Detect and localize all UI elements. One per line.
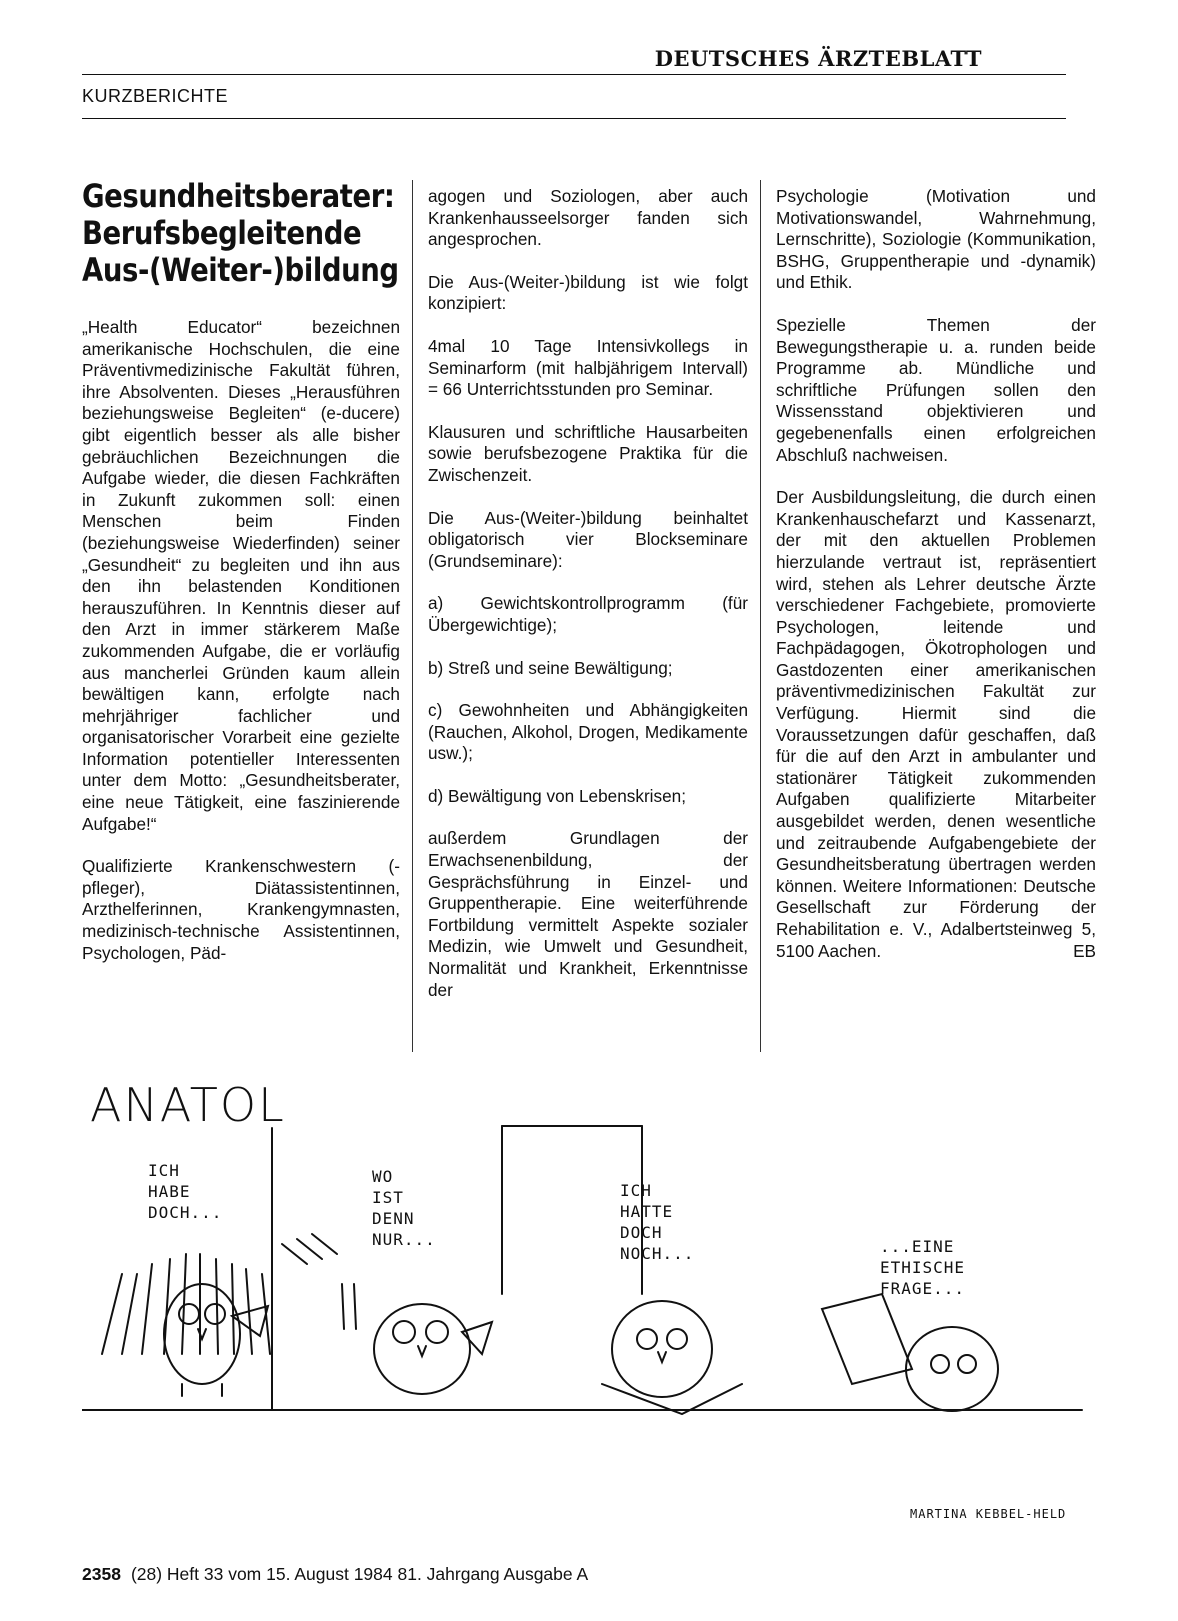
owl-2 xyxy=(374,1304,492,1394)
list-item: d) Bewältigung von Lebenskrisen; xyxy=(428,785,686,806)
cartoon-drawing xyxy=(82,1084,1096,1524)
article-headline: Gesundheitsberater: Berufsbegleitende Aus-(Weiter-)bildung xyxy=(82,177,399,289)
paragraph: „Health Educator“ bezeichnen amerikanische Hochschulen, die eine Präventivmedizinische Fakultät führen, ihre Absolventen. Dieses „Herausführen beziehungsweise Begleiten“ (e-ducere) gibt eigentlich besser als alle bisher gebräuchlichen Bezeichnungen die Aufgabe wieder, die diesen Fachkräften in Zukunft zukommen soll: einen Menschen beim Finden (beziehungsweise Wiederfinden) seiner „Gesundheit“ zu begleiten und ihn aus den ihn belastenden Konditionen herauszuführen. In Kenntnis dieser auf den Arzt in immer stärkerem Maße zukommenden Aufgabe, die er vorläufig aus mancherlei Gründen kaum allein bewältigen kann, erfolgte nach mehrjähriger fachlicher und organisatorischer Vorarbeit eine gezielte Information potentieller Interessenten unter dem Motto: „Gesundheitsberater, eine neue Tätigkeit, eine faszinierende Aufgabe!“ xyxy=(82,317,400,834)
paragraph: Qualifizierte Krankenschwestern (-pfleger), Diätassistentinnen, Arzthelferinnen, Krankengymnasten, medizinisch-technische Assistentinnen, Psychologen, Päd- xyxy=(82,856,400,963)
paragraph: Klausuren und schriftliche Hausarbeiten sowie berufsbezogene Praktika für die Zwischenzeit. xyxy=(428,421,748,485)
paragraph: agogen und Soziologen, aber auch Krankenhausseelsorger fanden sich angesprochen. xyxy=(428,186,748,250)
page-footer xyxy=(82,1564,588,1585)
section-label: KURZBERICHTE xyxy=(82,86,229,106)
author-signoff: EB xyxy=(1073,940,1096,961)
paragraph: Der Ausbildungsleitung, die durch einen Krankenhauschefarzt und Kassenarzt, der mit den aktuellen Problemen hierzulande vertraut ist, repräsentiert wird, stehen als Lehrer deutsche Ärzte verschiedener Fachgebiete, promovierte Psychologen, leitende und Fachpädagogen, Ökotrophologen und Gastdozenten einer amerikanischen präventivmedizinischen Fakultät zur Verfügung. Hiermit sind die Voraussetzungen dafür geschaffen, daß für die auf den Arzt in ambulanter und stationärer Tätigkeit zukommenden Aufgaben qualifizierte Mitarbeiter ausgebildet werden, denen wesentliche und zeitraubende Aufgabengebiete der Gesundheitsberatung übertragen werden können. Weitere Informationen: Deutsche Gesellschaft zur Förderung der Rehabilitation e. V., Adalbertsteinweg 5, 5100 Aachen. EB xyxy=(776,487,1096,961)
speech-bubble-1: ICH HABE DOCH... xyxy=(148,1161,223,1222)
column-divider xyxy=(412,180,413,1052)
cartoon-credit: MARTINA KEBBEL-HELD xyxy=(910,1507,1067,1521)
column-1 xyxy=(82,178,400,985)
paragraph: Die Aus-(Weiter-)bildung ist wie folgt konzipiert: xyxy=(428,271,748,314)
list-item: a) Gewichtskontrollprogramm (für Übergewichtige); xyxy=(428,593,748,635)
journal-title: DEUTSCHES ÄRZTEBLATT xyxy=(654,46,982,71)
paragraph: 4mal 10 Tage Intensivkollegs in Seminarform (mit halbjährigem Intervall) = 66 Unterrichtsstunden pro Seminar. xyxy=(428,335,748,400)
paragraph: außerdem Grundlagen der Erwachsenenbildung, der Gesprächsführung in Einzel- und Gruppentherapie. Eine weiterführende Fortbildung vermittelt Aspekte sozialer Medizin, wie Umwelt und Gesundheit, Normalität und Krankheit, Erkenntnisse der xyxy=(428,828,748,1000)
speech-bubble-3: ICH HATTE DOCH NOCH... xyxy=(620,1181,695,1263)
header-rule xyxy=(82,118,1066,119)
speech-bubble-2: WO IST DENN NUR... xyxy=(372,1167,436,1249)
paragraph: Spezielle Themen der Bewegungstherapie u. a. runden beide Programme ab. Mündliche und schriftliche Prüfungen sollen den Wissensstand objektivieren und gegebenenfalls einen erfolgreichen Abschluß nachweisen. xyxy=(776,314,1096,465)
page-number: 2358 xyxy=(82,1564,121,1584)
column-3 xyxy=(776,186,1096,983)
speech-bubble-4: ...EINE ETHISCHE FRAGE... xyxy=(880,1237,966,1298)
owl-3 xyxy=(602,1301,742,1414)
issue-info: (28) Heft 33 vom 15. August 1984 81. Jahrgang Ausgabe A xyxy=(130,1564,589,1584)
masthead xyxy=(82,46,1066,75)
column-divider xyxy=(760,180,761,1052)
list-item: b) Streß und seine Bewältigung; xyxy=(428,657,673,678)
owl-4 xyxy=(822,1294,998,1411)
paragraph: Psychologie (Motivation und Motivationswandel, Wahrnehmung, Lernschritte), Soziologie (Kommunikation, BSHG, Gruppentherapie und -dynamik) und Ethik. xyxy=(776,186,1096,293)
cartoon-title: ANATOL xyxy=(90,1078,286,1132)
paragraph: Die Aus-(Weiter-)bildung beinhaltet obligatorisch vier Blockseminare (Grundseminare): xyxy=(428,507,748,571)
list-item: c) Gewohnheiten und Abhängigkeiten (Rauchen, Alkohol, Drogen, Medikamente usw.); xyxy=(428,700,748,764)
book-spines xyxy=(102,1234,356,1354)
column-2 xyxy=(428,186,748,1022)
